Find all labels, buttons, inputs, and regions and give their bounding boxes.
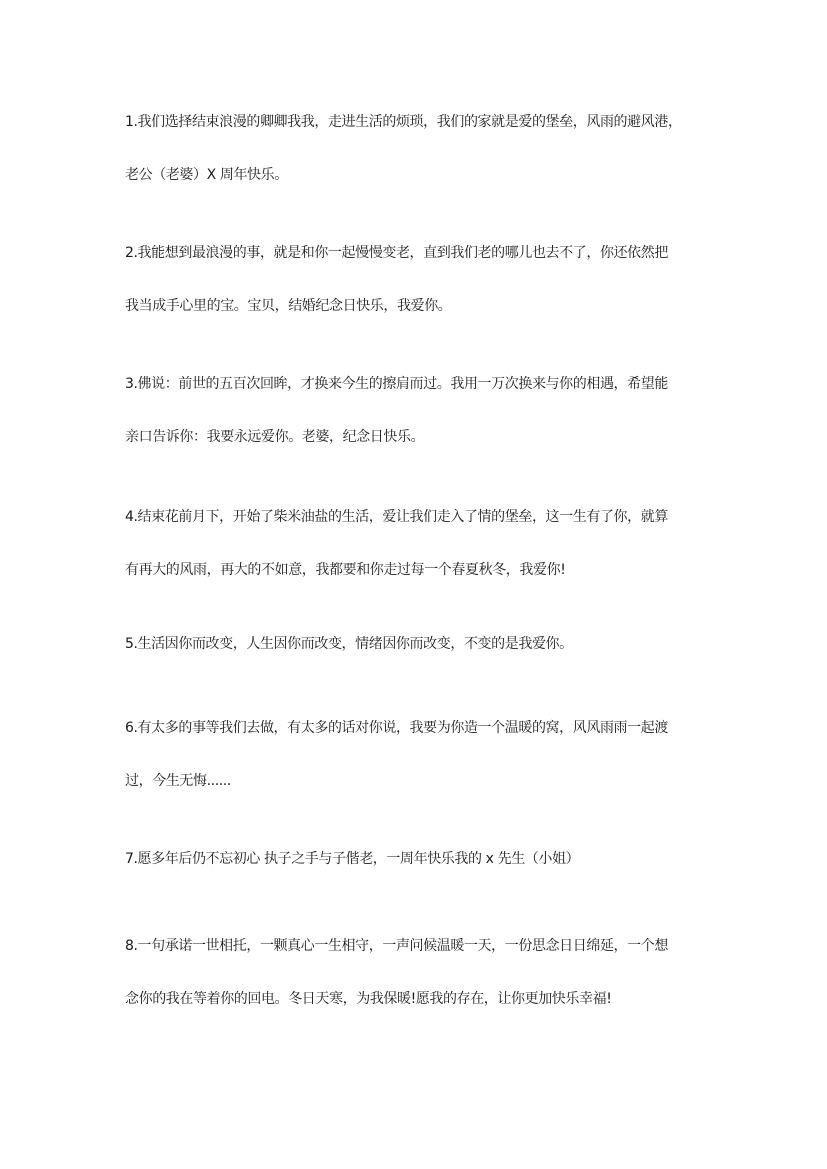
paragraph-8 <box>125 936 720 1009</box>
paragraph-6 <box>125 718 720 791</box>
paragraph-line: 7.愿多年后仍不忘初心 执子之手与子偕老，一周年快乐我的 x 先生（小姐） <box>125 851 580 867</box>
paragraph-line: 有再大的风雨，再大的不如意，我都要和你走过每一个春夏秋冬，我爱你! <box>125 562 566 578</box>
paragraph-2 <box>125 243 720 316</box>
paragraph-line: 4.结束花前月下，开始了柴米油盐的生活，爱让我们走入了情的堡垒，这一生有了你，就算 <box>125 509 668 525</box>
paragraph-line: 过，今生无悔...... <box>125 773 231 789</box>
paragraph-3 <box>125 374 720 447</box>
paragraph-1 <box>125 112 720 185</box>
paragraph-line: 3.佛说：前世的五百次回眸，才换来今生的擦肩而过。我用一万次换来与你的相遇，希望能 <box>125 376 668 392</box>
paragraph-7 <box>125 849 720 869</box>
paragraph-line: 亲口告诉你：我要永远爱你。老婆，纪念日快乐。 <box>125 429 425 445</box>
paragraph-5 <box>125 634 720 654</box>
paragraph-line: 5.生活因你而改变，人生因你而改变，情绪因你而改变，不变的是我爱你。 <box>125 636 573 652</box>
paragraph-line: 念你的我在等着你的回电。冬日天寒，为我保暖!愿我的存在，让你更加快乐幸福! <box>125 991 612 1007</box>
paragraph-line: 我当成手心里的宝。宝贝，结婚纪念日快乐，我爱你。 <box>125 298 452 314</box>
paragraph-line: 1.我们选择结束浪漫的卿卿我我，走进生活的烦琐，我们的家就是爱的堡垒，风雨的避风港， <box>125 114 682 130</box>
paragraph-line: 8.一句承诺一世相托，一颗真心一生相守，一声问候温暖一天，一份思念日日绵延，一个想 <box>125 938 668 954</box>
paragraph-line: 老公（老婆）X 周年快乐。 <box>125 167 288 183</box>
paragraph-line: 6.有太多的事等我们去做，有太多的话对你说，我要为你造一个温暖的窝，风风雨雨一起渡 <box>125 720 668 736</box>
paragraph-4 <box>125 507 720 580</box>
paragraph-line: 2.我能想到最浪漫的事，就是和你一起慢慢变老，直到我们老的哪儿也去不了，你还依然把 <box>125 245 668 261</box>
